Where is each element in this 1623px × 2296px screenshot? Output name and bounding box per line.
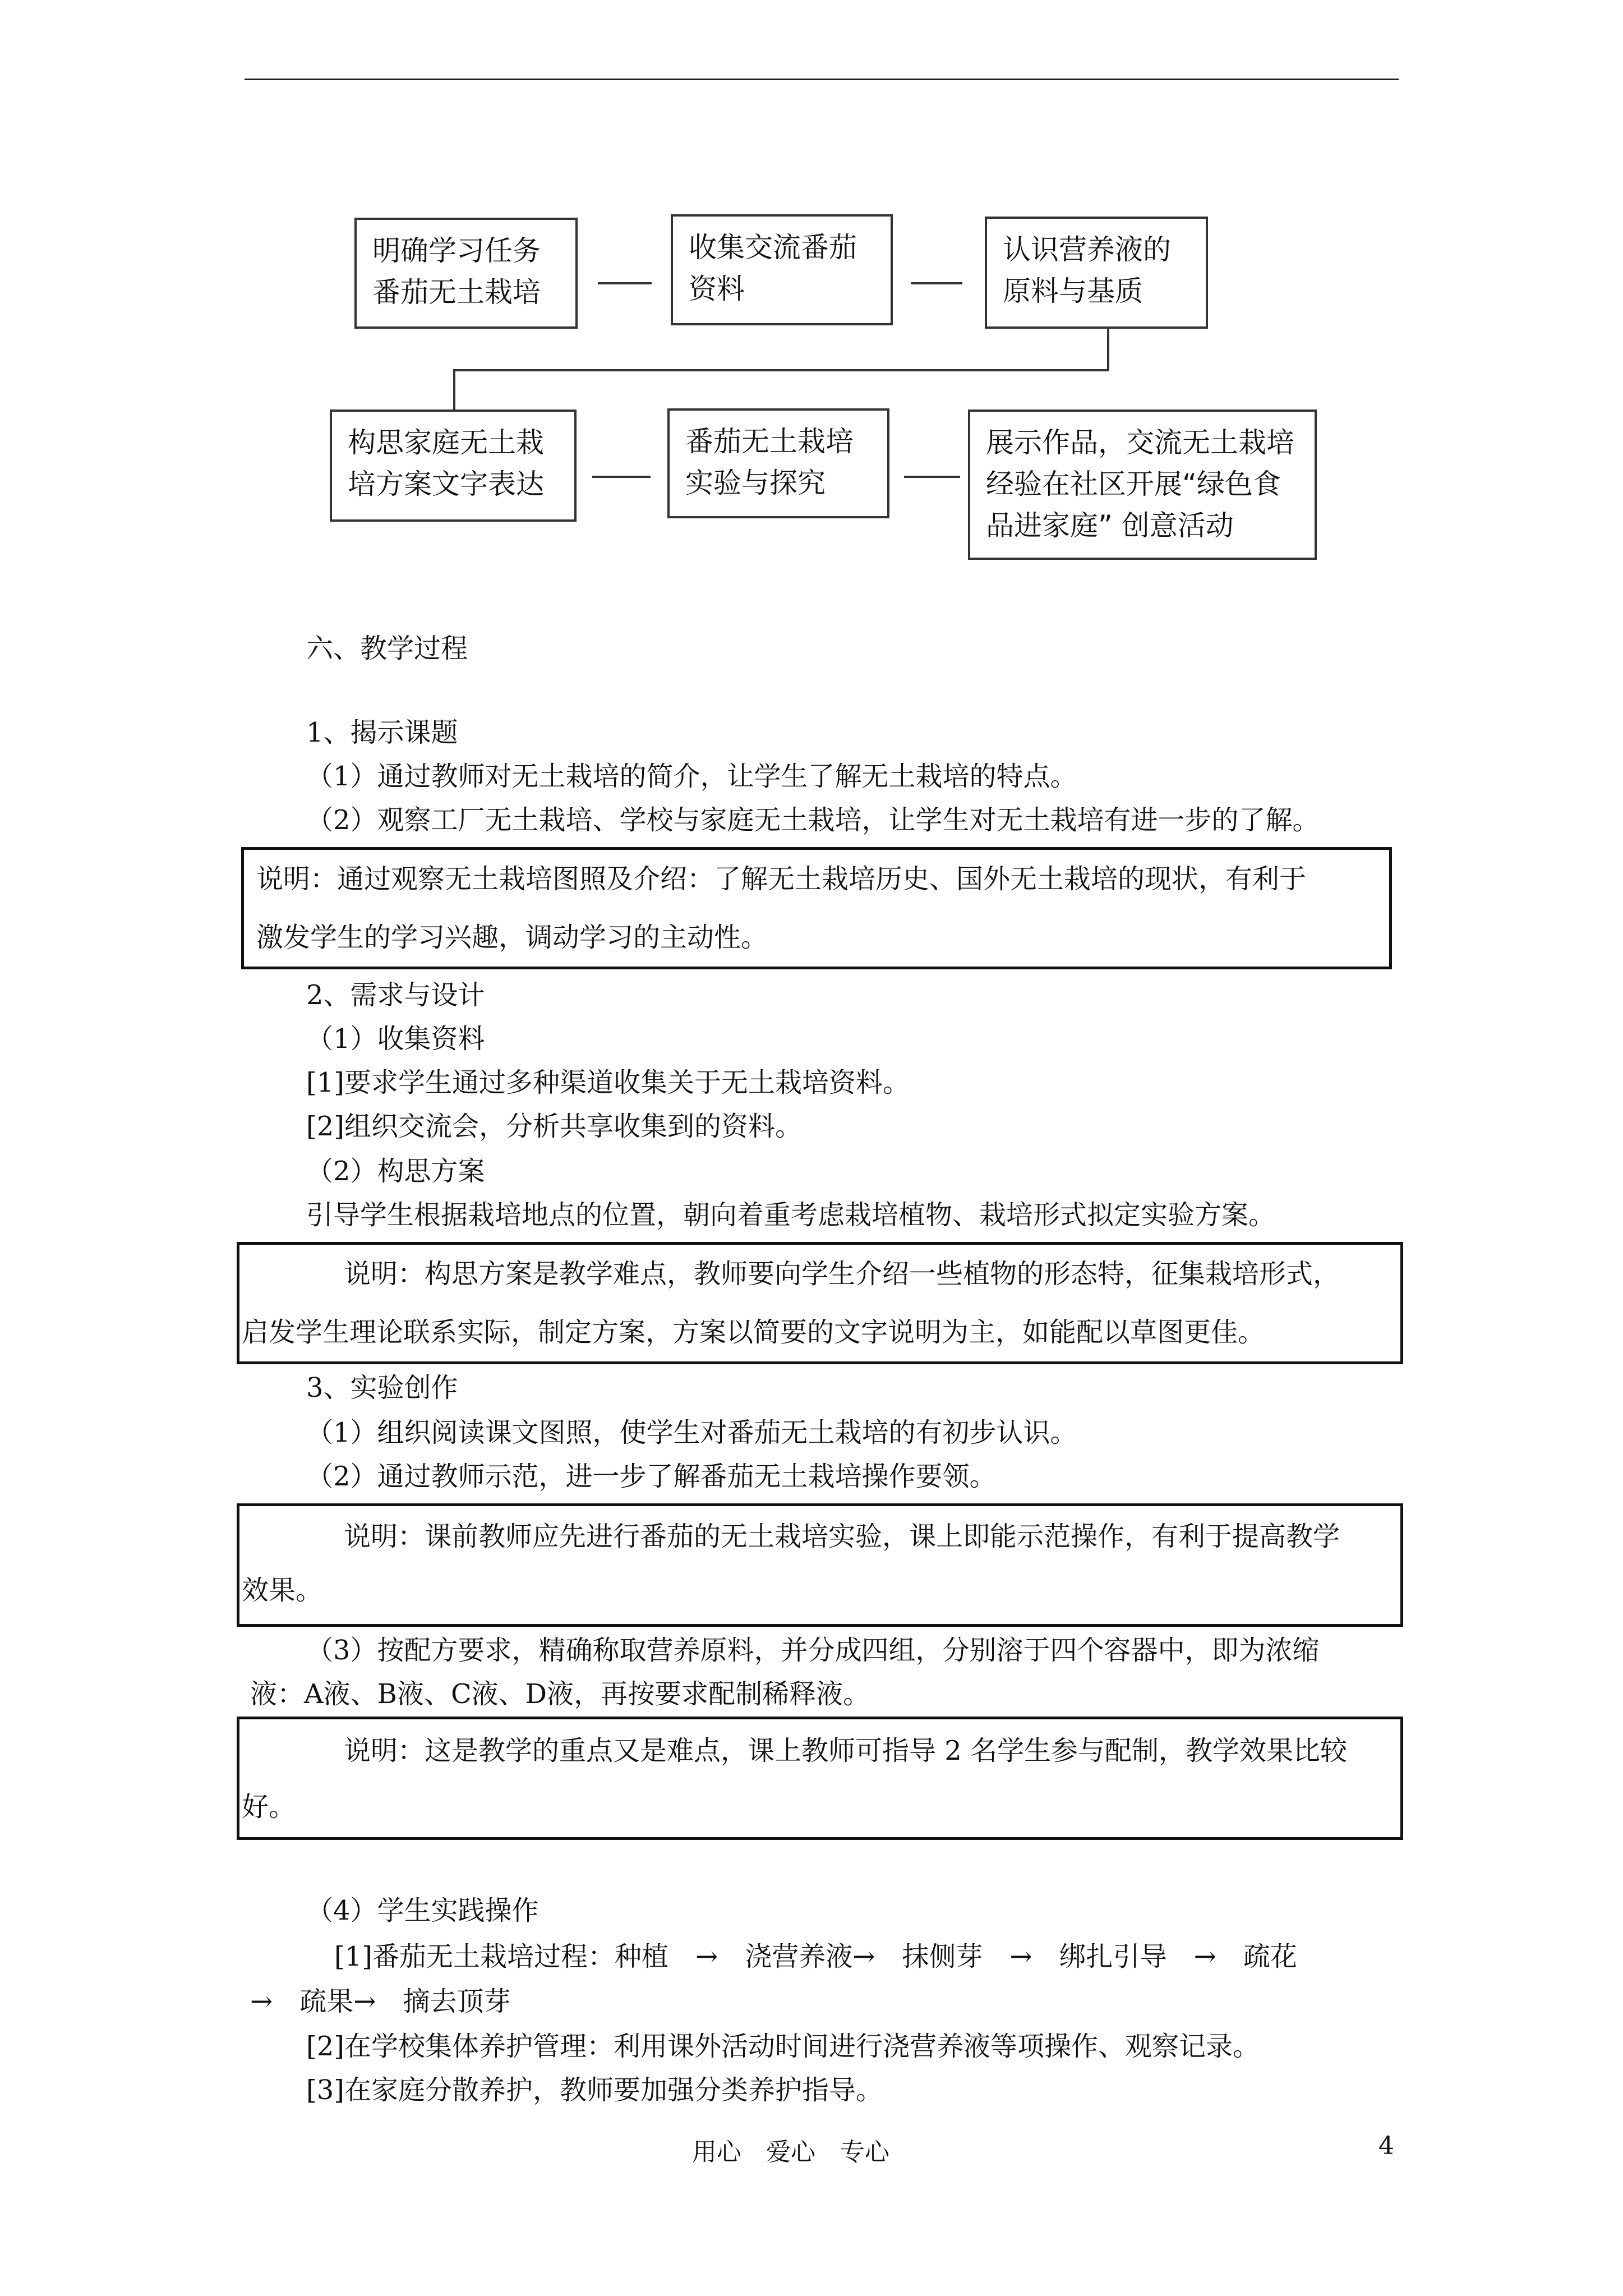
footer-motto: 用心 爱心 专心 bbox=[692, 2138, 889, 2166]
flow-step-4: 构思家庭无土栽 培方案文字表达 bbox=[330, 409, 577, 522]
subsection-title: 1、揭示课题 bbox=[306, 717, 458, 748]
note-text: 说明：通过观察无土栽培图照及介绍：了解无土栽培历史、国外无土栽培的现状，有利于 bbox=[256, 863, 1307, 895]
section-title: 六、教学过程 bbox=[306, 633, 468, 664]
list-item: → 疏果→ 摘去顶芽 bbox=[250, 1986, 511, 2017]
flow-connector bbox=[1107, 329, 1109, 371]
flow-step-5: 番茄无土栽培 实验与探究 bbox=[667, 408, 889, 518]
flow-step-2: 收集交流番茄 资料 bbox=[671, 214, 893, 325]
subsection-title: 3、实验创作 bbox=[306, 1372, 458, 1404]
note-box bbox=[241, 847, 1392, 969]
subsection-title: 2、需求与设计 bbox=[306, 979, 485, 1011]
list-item: [3]在家庭分散养护，教师要加强分类养护指导。 bbox=[306, 2074, 883, 2106]
flow-connector bbox=[453, 369, 1109, 371]
paragraph: （2）观察工厂无土栽培、学校与家庭无土栽培，让学生对无土栽培有进一步的了解。 bbox=[306, 804, 1320, 836]
note-text: 说明：这是教学的重点又是难点，课上教师可指导 2 名学生参与配制，教学效果比较 bbox=[344, 1735, 1348, 1766]
paragraph: （1）通过教师对无土栽培的简介，让学生了解无土栽培的特点。 bbox=[306, 761, 1077, 792]
paragraph: 液：A液、B液、C液、D液，再按要求配制稀释液。 bbox=[250, 1678, 870, 1710]
flow-step-3: 认识营养液的 原料与基质 bbox=[985, 217, 1208, 329]
flow-connector bbox=[592, 476, 651, 478]
flow-connector bbox=[904, 476, 960, 478]
note-text: 效果。 bbox=[242, 1575, 323, 1606]
note-text: 说明：构思方案是教学难点，教师要向学生介绍一些植物的形态特，征集栽培形式， bbox=[344, 1258, 1340, 1290]
paragraph: （1）收集资料 bbox=[306, 1023, 485, 1055]
paragraph: （2）构思方案 bbox=[306, 1156, 485, 1187]
page-number: 4 bbox=[1378, 2132, 1394, 2160]
flow-connector bbox=[911, 282, 962, 284]
list-item: [1]要求学生通过多种渠道收集关于无土栽培资料。 bbox=[306, 1067, 910, 1098]
flow-connector bbox=[453, 369, 455, 411]
flow-step-6: 展示作品，交流无土栽培 经验在社区开展“绿色食 品进家庭” 创意活动 bbox=[968, 409, 1317, 560]
paragraph: （4）学生实践操作 bbox=[306, 1895, 539, 1926]
note-box bbox=[237, 1242, 1403, 1364]
flow-connector bbox=[598, 282, 652, 284]
paragraph: （1）组织阅读课文图照，使学生对番茄无土栽培的有初步认识。 bbox=[306, 1417, 1077, 1448]
paragraph: 引导学生根据栽培地点的位置，朝向着重考虑栽培植物、栽培形式拟定实验方案。 bbox=[306, 1199, 1276, 1231]
note-text: 好。 bbox=[242, 1791, 296, 1823]
note-text: 启发学生理论联系实际，制定方案，方案以简要的文字说明为主，如能配以草图更佳。 bbox=[242, 1317, 1265, 1348]
paragraph: （2）通过教师示范，进一步了解番茄无土栽培操作要领。 bbox=[306, 1461, 997, 1492]
note-text: 说明：课前教师应先进行番茄的无土栽培实验，课上即能示范操作，有利于提高教学 bbox=[344, 1521, 1340, 1552]
note-box bbox=[237, 1503, 1403, 1627]
list-item: [1]番茄无土栽培过程：种植 → 浇营养液→ 抹侧芽 → 绑扎引导 → 疏花 bbox=[334, 1941, 1297, 1972]
note-box bbox=[237, 1717, 1403, 1840]
note-text: 激发学生的学习兴趣，调动学习的主动性。 bbox=[256, 922, 768, 953]
header-rule bbox=[245, 79, 1399, 80]
flow-step-1: 明确学习任务 番茄无土栽培 bbox=[354, 218, 578, 329]
paragraph: （3）按配方要求，精确称取营养原料，并分成四组，分别溶于四个容器中，即为浓缩 bbox=[306, 1635, 1320, 1666]
list-item: [2]在学校集体养护管理：利用课外活动时间进行浇营养液等项操作、观察记录。 bbox=[306, 2031, 1260, 2062]
list-item: [2]组织交流会，分析共享收集到的资料。 bbox=[306, 1111, 802, 1142]
